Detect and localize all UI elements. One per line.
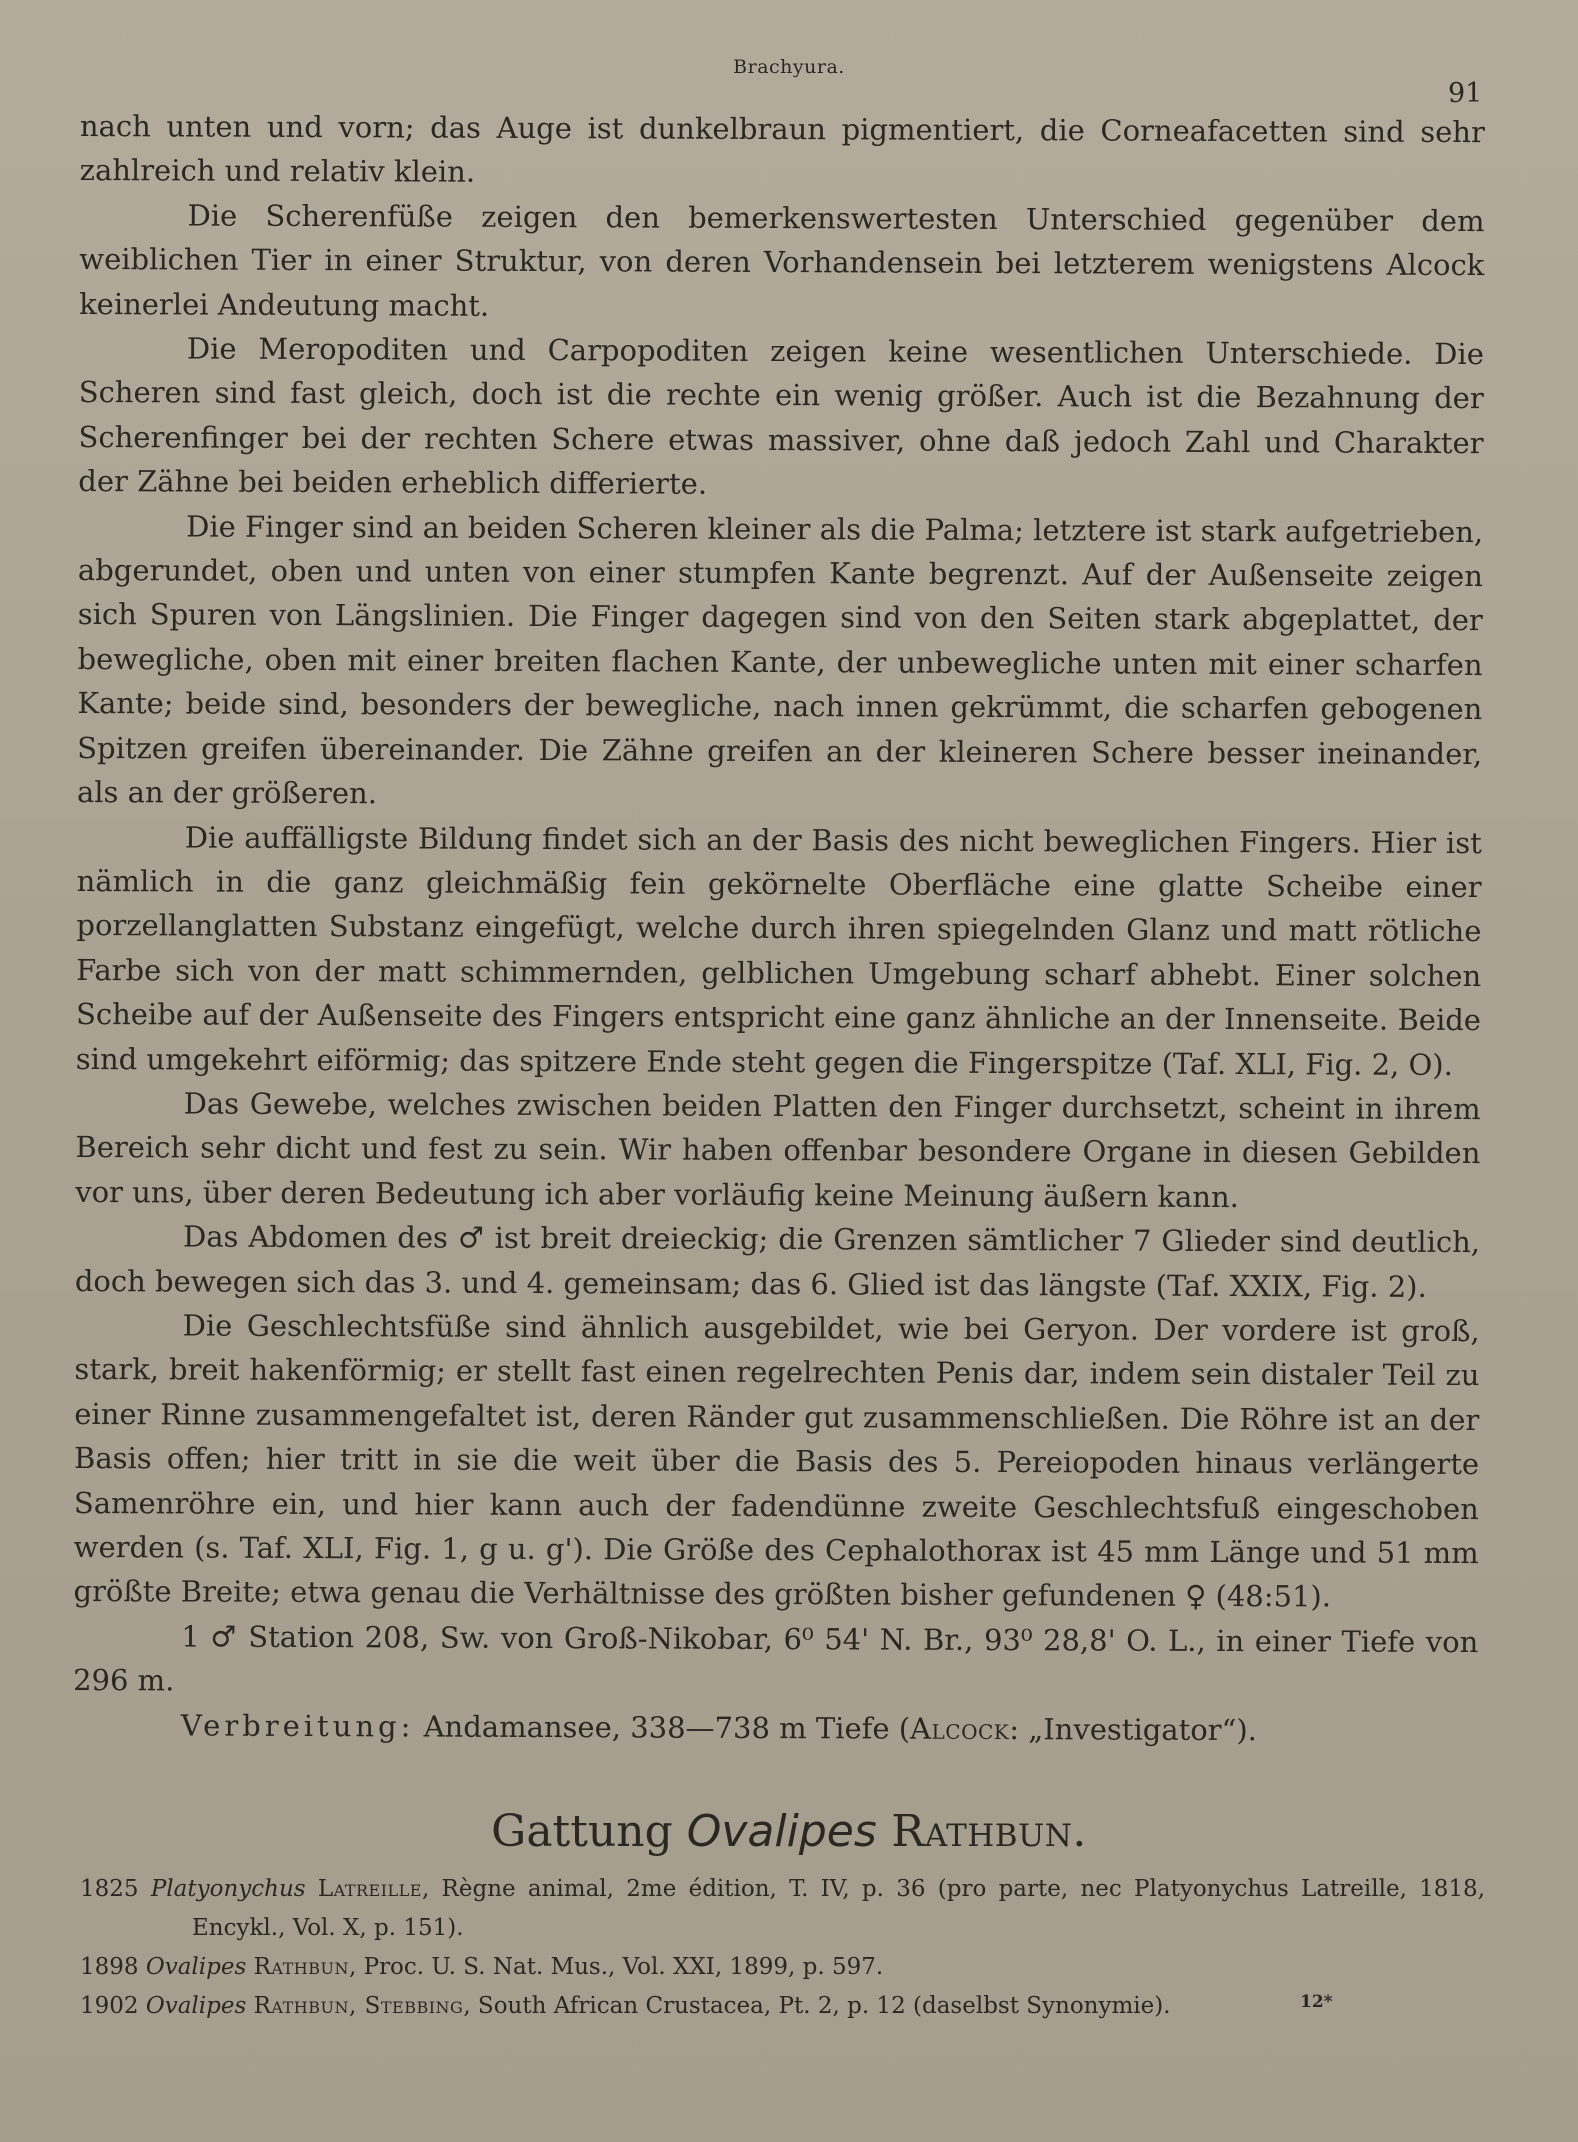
paragraph-scherenfuesse: Die Scherenfüße zeigen den bemerkenswertesten Unterschied gegenüber dem weiblichen Tier in einer Struktur, von deren Vorhandensein bei letzterem wenigstens Alcock keinerlei Andeutung macht. [79, 198, 1485, 323]
paragraph-bildung: Die auffälligste Bildung findet sich an der Basis des nicht beweglichen Fingers. Hier ist nämlich in die ganz gleichmäßig fein gekörnelte Oberfläche eine glatte Scheibe einer porzellanglatten Substanz eingefügt, welche durch ihren spiegelnden Glanz und matt rötliche Farbe sich von der matt schimmernden, gelblichen Umgebung scharf abhebt. Einer solchen Scheibe auf der Außenseite des Fingers entspricht eine ganz ähnliche an der Innenseite. Beide sind umgekehrt eiförmig; das spitzere Ende steht gegen die Fingerspitze (Taf. XLI, Fig. 2, O). [75, 819, 1482, 1082]
body-text [73, 104, 1485, 1753]
distribution-text-end: : „Investigator“). [1009, 1711, 1258, 1747]
genus-heading-name: Ovalipes [686, 1806, 877, 1857]
paragraph-gewebe: Das Gewebe, welches zwischen beiden Platten den Finger durchsetzt, scheint in ihrem Bereich sehr dicht und fest zu sein. Wir haben offenbar besondere Organe in diesen Gebilden vor uns, über deren Bedeutung ich aber vorläufig keine Meinung äußern kann. [75, 1086, 1481, 1214]
synonymy-citation: , Proc. U. S. Nat. Mus., Vol. XXI, 1899, p. 597. [348, 1954, 884, 1980]
synonymy-citation: , South African Crustacea, Pt. 2, p. 12 (daselbst Synonymie). [463, 1993, 1171, 2019]
synonymy-taxon: Ovalipes [145, 1954, 247, 1980]
paragraph-geschlechtsfuesse: Die Geschlechtsfüße sind ähnlich ausgebildet, wie bei Geryon. Der vordere ist groß, stark, breit hakenförmig; er stellt fast einen regelrechten Penis dar, indem sein distaler Teil zu einer Rinne zusammengefaltet ist, deren Ränder gut zusammenschließen. Die Röhre ist an der Basis offen; hier tritt in sie die weit über die Basis des 5. Pereiopoden hinaus verlängerte Samenröhre ein, und hier kann auch der fadendünne zweite Geschlechtsfuß eingeschoben werden (s. Taf. XLI, Fig. 1, g u. g'). Die Größe des Cephalothorax ist 45 mm Länge und 51 mm größte Breite; etwa genau die Verhältnisse des größten bisher gefundenen ♀ (48:51). [73, 1308, 1480, 1614]
synonymy-year: 1825 [80, 1876, 139, 1902]
paragraph-meropoditen: Die Meropoditen und Carpopoditen zeigen keine wesentlichen Unterschiede. Die Scheren sind fast gleich, doch ist die rechte ein wenig größer. Auch ist die Bezahnung der Scherenfinger bei der rechten Schere etwas massiver, ohne daß jedoch Zahl und Charakter der Zähne bei beiden erheblich differierte. [78, 331, 1484, 501]
paragraph-finger: Die Finger sind an beiden Scheren kleiner als die Palma; letztere ist stark aufgetrieben, abgerundet, oben und unten von einer stumpfen Kante begrenzt. Auf der Außenseite zeigen sich Spuren von Längslinien. Die Finger dagegen sind von den Seiten stark abgeplattet, der bewegliche, oben mit einer breiten flachen Kante, der unbewegliche unten mit einer scharfen Kante; beide sind, besonders der bewegliche, nach innen gekrümmt, die scharfen gebogenen Spitzen greifen übereinander. Die Zähne greifen an der kleineren Schere besser ineinander, als an der größeren. [76, 509, 1484, 811]
synonymy-entry [80, 1870, 1485, 1948]
paragraph-continuation: nach unten und vorn; das Auge ist dunkelbraun pigmentiert, die Corneafacetten sind sehr zahlreich und relativ klein. [79, 108, 1485, 190]
synonymy-author: Rathbun, Stebbing [253, 1993, 464, 2019]
paragraph-verbreitung [73, 1703, 1478, 1754]
page-number: 91 [1448, 78, 1483, 109]
synonymy-entry [80, 1948, 1485, 1987]
synonymy-taxon: Ovalipes [145, 1993, 247, 2019]
synonymy-author: Latreille [317, 1876, 422, 1902]
synonymy-citation: , Règne animal, 2me édition, T. IV, p. 36 (pro parte, nec Platyonychus Latreille, 1818, Encykl., Vol. X, p. 151). [192, 1876, 1485, 1941]
genus-heading-prefix: Gattung [491, 1806, 687, 1857]
synonymy-taxon: Platyonychus [150, 1876, 306, 1902]
synonymy-year: 1902 [80, 1993, 139, 2019]
running-head: Brachyura. [733, 56, 845, 78]
paragraph-station: 1 ♂ Station 208, Sw. von Groß-Nikobar, 6⁰ 54' N. Br., 93⁰ 28,8' O. L., in einer Tiefe von 296 m. [73, 1619, 1479, 1698]
distribution-label: Verbreitung: [180, 1708, 415, 1744]
signature-mark: 12* [1300, 1992, 1333, 2012]
synonymy-list [80, 1870, 1485, 2026]
genus-heading-author: Rathbun. [876, 1806, 1087, 1857]
synonymy-year: 1898 [80, 1954, 139, 1980]
paragraph-abdomen: Das Abdomen des ♂ ist breit dreieckig; die Grenzen sämtlicher 7 Glieder sind deutlich, doch bewegen sich das 3. und 4. gemeinsam; das 6. Glied ist das längste (Taf. XXIX, Fig. 2). [74, 1219, 1481, 1304]
synonymy-author: Rathbun [253, 1954, 349, 1980]
synonymy-entry [80, 1987, 1485, 2026]
genus-heading [0, 1806, 1578, 1857]
distribution-text: Andamansee, 338—738 m Tiefe ( [414, 1709, 911, 1746]
distribution-author: Alcock [910, 1711, 1010, 1746]
